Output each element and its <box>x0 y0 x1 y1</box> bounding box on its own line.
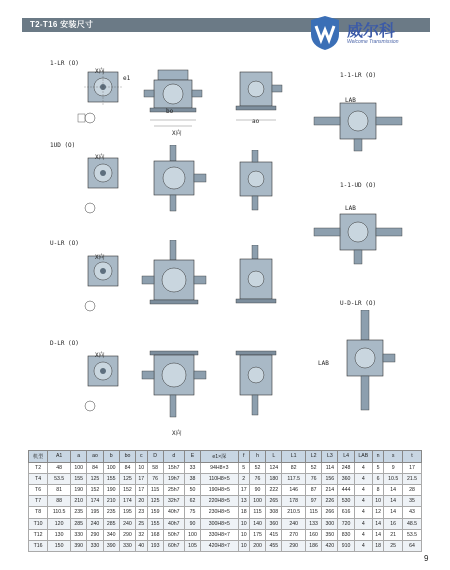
table-cell: 195 <box>119 507 135 518</box>
front-view-4 <box>140 345 215 435</box>
table-cell: 308 <box>266 507 282 518</box>
table-cell: 8 <box>372 484 383 495</box>
bo-label-1: bo <box>166 108 174 115</box>
table-cell: 76 <box>305 473 321 484</box>
lab-label-1: LAB <box>345 97 356 104</box>
table-row <box>29 529 422 540</box>
table-cell: 28 <box>403 484 422 495</box>
table-cell: 14 <box>372 518 383 529</box>
side-label-ud: 1-1-UD (O) <box>340 182 377 189</box>
table-cell: 210.5 <box>282 507 306 518</box>
table-cell: 10 <box>238 540 249 551</box>
table-row <box>29 540 422 551</box>
table-cell: T6 <box>29 484 48 495</box>
table-cell: 58 <box>147 462 163 473</box>
table-cell: 16 <box>384 518 403 529</box>
logo-wordmark: 威尔科 <box>347 21 396 40</box>
table-cell: 52 <box>305 462 321 473</box>
table-cell: 25 <box>136 518 147 529</box>
lab-label-3: LAB <box>318 360 329 367</box>
table-cell: 48.5 <box>403 518 422 529</box>
table-cell: 4 <box>354 540 372 551</box>
flange-view-4 <box>70 350 130 420</box>
table-cell: 193 <box>147 540 163 551</box>
table-cell: 146 <box>282 484 306 495</box>
table-cell: 10.5 <box>384 473 403 484</box>
page-number: 9 <box>424 554 429 563</box>
column-header: ao <box>87 451 103 463</box>
column-header: E <box>184 451 200 463</box>
table-cell: 174 <box>87 496 103 507</box>
logo-subtitle: Welcome Transmission <box>347 39 399 45</box>
table-cell: 10 <box>372 496 383 507</box>
table-cell: 115 <box>305 507 321 518</box>
table-cell: 18 <box>372 540 383 551</box>
table-cell: 115 <box>249 507 265 518</box>
table-cell: 35 <box>403 496 422 507</box>
table-cell: 455 <box>266 540 282 551</box>
table-cell: 5 <box>372 462 383 473</box>
table-cell: 340 <box>103 529 119 540</box>
table-cell: 38 <box>184 473 200 484</box>
table-cell: 420H8×7 <box>201 540 238 551</box>
xview-label-4b: X向 <box>172 430 182 437</box>
e1-label-1: e1 <box>123 75 131 82</box>
table-cell: 226 <box>322 496 338 507</box>
section-label-1ud: 1UD (O) <box>50 142 76 149</box>
column-header: L3 <box>322 451 338 463</box>
side-view-3 <box>232 245 287 330</box>
table-cell: 21 <box>384 529 403 540</box>
brand-logo <box>305 14 417 52</box>
table-cell: T2 <box>29 462 48 473</box>
table-cell: 4 <box>354 518 372 529</box>
xview-label-2: X向 <box>95 154 105 161</box>
table-cell: 285 <box>103 518 119 529</box>
table-cell: 5 <box>238 462 249 473</box>
table-cell: 240 <box>87 518 103 529</box>
table-cell: 180 <box>266 473 282 484</box>
table-cell: 160 <box>305 529 321 540</box>
table-cell: 124 <box>266 462 282 473</box>
table-cell: 10 <box>238 518 249 529</box>
flange-view-2 <box>70 152 130 222</box>
column-header: e1×深 <box>201 451 238 463</box>
table-cell: 285 <box>71 518 87 529</box>
table-cell: 4 <box>354 507 372 518</box>
table-cell: 97 <box>305 496 321 507</box>
table-cell: 110.5 <box>48 507 71 518</box>
table-cell: 155 <box>71 473 87 484</box>
column-header: L1 <box>282 451 306 463</box>
table-cell: 100 <box>103 462 119 473</box>
table-cell: 76 <box>147 473 163 484</box>
table-cell: 240 <box>119 518 135 529</box>
table-cell: 13 <box>238 496 249 507</box>
table-cell: 40 <box>136 540 147 551</box>
table-cell: 4 <box>354 473 372 484</box>
table-row <box>29 462 422 473</box>
table-cell: 50 <box>184 484 200 495</box>
assembly-view-1 <box>310 95 410 155</box>
column-header: LAB <box>354 451 372 463</box>
table-cell: 175 <box>249 529 265 540</box>
table-cell: 84 <box>87 462 103 473</box>
table-cell: 200 <box>249 540 265 551</box>
table-cell: 43 <box>403 507 422 518</box>
table-cell: 178 <box>282 496 306 507</box>
table-cell: 18 <box>238 507 249 518</box>
table-cell: 40h7 <box>163 507 184 518</box>
table-cell: 420 <box>322 540 338 551</box>
section-label-ulr: U-LR (O) <box>50 240 79 247</box>
table-cell: 290 <box>119 529 135 540</box>
table-header-row <box>29 451 422 463</box>
column-header: A1 <box>48 451 71 463</box>
table-cell: 117.5 <box>282 473 306 484</box>
flange-view-1 <box>70 70 130 130</box>
table-cell: 4 <box>354 462 372 473</box>
table-cell: 64 <box>403 540 422 551</box>
column-header: a <box>71 451 87 463</box>
table-cell: 616 <box>338 507 354 518</box>
table-cell: 133 <box>305 518 321 529</box>
table-cell: 100 <box>71 462 87 473</box>
table-cell: 195 <box>87 507 103 518</box>
table-cell: 53.5 <box>403 529 422 540</box>
table-cell: 152 <box>87 484 103 495</box>
table-cell: T10 <box>29 518 48 529</box>
table-cell: 174 <box>119 496 135 507</box>
column-header: d <box>163 451 184 463</box>
table-cell: 50h7 <box>163 529 184 540</box>
column-header: bo <box>119 451 135 463</box>
table-cell: 25h7 <box>163 484 184 495</box>
table-cell: 270 <box>282 529 306 540</box>
table-cell: 20 <box>136 496 147 507</box>
table-cell: 300 <box>322 518 338 529</box>
dimension-table <box>28 450 422 552</box>
table-cell: 60h7 <box>163 540 184 551</box>
table-cell: 81 <box>48 484 71 495</box>
front-view-3 <box>140 240 215 330</box>
table-cell: 90 <box>249 484 265 495</box>
table-row <box>29 484 422 495</box>
table-cell: 190H8×5 <box>201 484 238 495</box>
table-cell: 140 <box>249 518 265 529</box>
table-cell: 290 <box>87 529 103 540</box>
column-header: n <box>372 451 383 463</box>
table-cell: 6 <box>372 473 383 484</box>
table-row <box>29 507 422 518</box>
table-row <box>29 473 422 484</box>
table-cell: 10 <box>238 529 249 540</box>
table-cell: 40h7 <box>163 518 184 529</box>
table-cell: 17 <box>136 473 147 484</box>
table-cell: 210 <box>103 496 119 507</box>
table-cell: 210 <box>71 496 87 507</box>
table-cell: 14 <box>384 484 403 495</box>
table-cell: 14 <box>372 529 383 540</box>
column-header: t <box>403 451 422 463</box>
table-cell: T8 <box>29 507 48 518</box>
table-cell: 4 <box>354 496 372 507</box>
table-cell: 14 <box>384 507 403 518</box>
table-cell: 330 <box>119 540 135 551</box>
table-cell: 75 <box>184 507 200 518</box>
table-cell: 159 <box>147 507 163 518</box>
assembly-view-2 <box>310 200 410 270</box>
table-cell: 62 <box>184 496 200 507</box>
table-cell: 830 <box>338 529 354 540</box>
table-cell: 230H8×5 <box>201 507 238 518</box>
table-cell: 94H8×3 <box>201 462 238 473</box>
xview-label-4: X向 <box>95 352 105 359</box>
side-view-1 <box>232 60 287 135</box>
table-row <box>29 518 422 529</box>
table-cell: 17 <box>136 484 147 495</box>
column-header: L <box>266 451 282 463</box>
xview-label-1: X向 <box>95 68 105 75</box>
table-cell: 910 <box>338 540 354 551</box>
table-cell: 19h7 <box>163 473 184 484</box>
side-label-lr: 1-1-LR (O) <box>340 72 377 79</box>
table-cell: 110H8×5 <box>201 473 238 484</box>
table-cell: 300H8×5 <box>201 518 238 529</box>
xview-label-3: X向 <box>95 254 105 261</box>
table-body <box>29 462 422 552</box>
lab-label-2: LAB <box>345 205 356 212</box>
table-cell: 4 <box>354 529 372 540</box>
table-cell: 152 <box>119 484 135 495</box>
logo-emblem-icon <box>305 14 345 52</box>
table-cell: 330 <box>71 529 87 540</box>
column-header: f <box>238 451 249 463</box>
table-cell: 114 <box>322 462 338 473</box>
table-cell: T12 <box>29 529 48 540</box>
table-cell: 330 <box>87 540 103 551</box>
table-cell: 21.5 <box>403 473 422 484</box>
table-cell: 265 <box>266 496 282 507</box>
table-cell: 720 <box>338 518 354 529</box>
table-cell: 53.5 <box>48 473 71 484</box>
table-cell: 214 <box>322 484 338 495</box>
table-cell: 52 <box>249 462 265 473</box>
column-header: h <box>249 451 265 463</box>
table-cell: 222 <box>266 484 282 495</box>
table-cell: 190 <box>103 484 119 495</box>
front-view-2 <box>140 145 215 225</box>
table-cell: T7 <box>29 496 48 507</box>
side-label-udlr: U-D-LR (O) <box>340 300 377 307</box>
assembly-view-3 <box>330 310 400 420</box>
xview-label-1b: X向 <box>172 130 182 137</box>
table-cell: 330H8×7 <box>201 529 238 540</box>
table-cell: 290 <box>282 540 306 551</box>
table-cell: 12 <box>372 507 383 518</box>
table-cell: 444 <box>338 484 354 495</box>
table-cell: 17 <box>238 484 249 495</box>
side-view-2 <box>232 150 287 225</box>
table-cell: 530 <box>338 496 354 507</box>
table-cell: 390 <box>71 540 87 551</box>
table-cell: 415 <box>266 529 282 540</box>
table-cell: 32h7 <box>163 496 184 507</box>
table-cell: 156 <box>322 473 338 484</box>
table-cell: 125 <box>119 473 135 484</box>
column-header: L2 <box>305 451 321 463</box>
ao-label-1: ao <box>252 118 260 125</box>
table-cell: 235 <box>71 507 87 518</box>
table-cell: 9 <box>384 462 403 473</box>
table-cell: 14 <box>384 496 403 507</box>
table-cell: 25 <box>384 540 403 551</box>
table-cell: 17 <box>403 462 422 473</box>
table-cell: 100 <box>249 496 265 507</box>
table-cell: 360 <box>266 518 282 529</box>
column-header: D <box>147 451 163 463</box>
table-cell: 90 <box>184 518 200 529</box>
table-cell: 48 <box>48 462 71 473</box>
table-cell: 115 <box>147 484 163 495</box>
section-title: T2-T16 安装尺寸 <box>30 20 94 29</box>
column-header: c <box>136 451 147 463</box>
table-cell: 190 <box>71 484 87 495</box>
table-cell: 10 <box>136 462 147 473</box>
section-label-lr: 1-LR (O) <box>50 60 79 67</box>
table-cell: 390 <box>103 540 119 551</box>
table-cell: 248 <box>338 462 354 473</box>
table-cell: 235 <box>103 507 119 518</box>
table-cell: T16 <box>29 540 48 551</box>
table-cell: 350 <box>322 529 338 540</box>
table-cell: 130 <box>48 529 71 540</box>
table-cell: 33 <box>184 462 200 473</box>
table-cell: 360 <box>338 473 354 484</box>
table-cell: 266 <box>322 507 338 518</box>
table-cell: 186 <box>305 540 321 551</box>
table-cell: 100 <box>184 529 200 540</box>
table-cell: 2 <box>238 473 249 484</box>
table-cell: 82 <box>282 462 306 473</box>
table-cell: 168 <box>147 529 163 540</box>
table-row <box>29 496 422 507</box>
table-cell: 220H8×5 <box>201 496 238 507</box>
table-cell: 120 <box>48 518 71 529</box>
column-header: 机型 <box>29 451 48 463</box>
table-cell: 125 <box>87 473 103 484</box>
table-cell: 155 <box>147 518 163 529</box>
table-cell: 4 <box>354 484 372 495</box>
table-cell: 23 <box>136 507 147 518</box>
table-cell: 88 <box>48 496 71 507</box>
front-view-1 <box>140 60 210 135</box>
table-cell: 87 <box>305 484 321 495</box>
table-cell: T4 <box>29 473 48 484</box>
column-header: s <box>384 451 403 463</box>
column-header: b <box>103 451 119 463</box>
table-cell: 76 <box>249 473 265 484</box>
table-cell: 32 <box>136 529 147 540</box>
side-view-4 <box>232 345 287 430</box>
table-cell: 105 <box>184 540 200 551</box>
table-cell: 240 <box>282 518 306 529</box>
table-cell: 125 <box>147 496 163 507</box>
table-cell: 84 <box>119 462 135 473</box>
column-header: L4 <box>338 451 354 463</box>
section-label-dlr: D-LR (O) <box>50 340 79 347</box>
table-cell: 150 <box>48 540 71 551</box>
table-cell: 155 <box>103 473 119 484</box>
table-cell: 15h7 <box>163 462 184 473</box>
